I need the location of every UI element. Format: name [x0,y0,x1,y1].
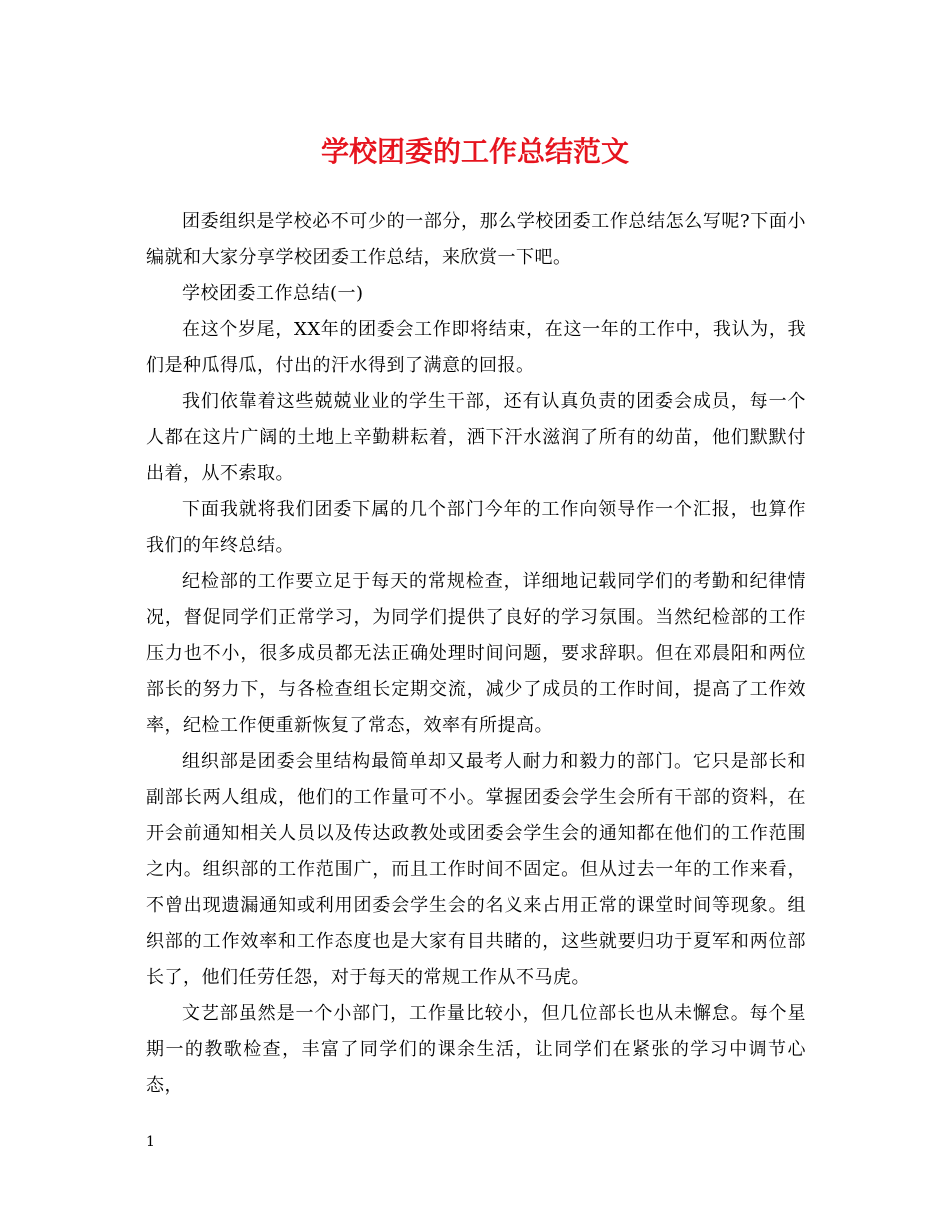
paragraph: 文艺部虽然是一个小部门，工作量比较小，但几位部长也从未懈怠。每个星期一的教歌检查，丰富了同学们的课余生活，让同学们在紧张的学习中调节心态， [146,1003,806,1096]
document-title: 学校团委的工作总结范文 [320,135,629,168]
paragraph: 下面我就将我们团委下属的几个部门今年的工作向领导作一个汇报，也算作我们的年终总结。 [146,499,806,556]
paragraph: 纪检部的工作要立足于每天的常规检查，详细地记载同学们的考勤和纪律情况，督促同学们正常学习，为同学们提供了良好的学习氛围。当然纪检部的工作压力也不小，很多成员都无法正确处理时间问题，要求辞职。但在邓晨阳和两位部长的努力下，与各检查组长定期交流，减少了成员的工作时间，提高了工作效率，纪检工作便重新恢复了常态，效率有所提高。 [146,571,806,736]
paragraph: 组织部是团委会里结构最简单却又最考人耐力和毅力的部门。它只是部长和副部长两人组成，他们的工作量可不小。掌握团委会学生会所有干部的资料，在开会前通知相关人员以及传达政教处或团委会学生会的通知都在他们的工作范围之内。组织部的工作范围广，而且工作时间不固定。但从过去一年的工作来看，不曾出现遗漏通知或利用团委会学生会的名义来占用正常的课堂时间等现象。组织部的工作效率和工作态度也是大家有目共睹的，这些就要归功于夏军和两位部长了，他们任劳任怨，对于每天的常规工作从不马虎。 [146,751,806,988]
paragraph-intro: 团委组织是学校必不可少的一部分，那么学校团委工作总结怎么写呢?下面小编就和大家分享学校团委工作总结，来欣赏一下吧。 [146,211,806,268]
document-body [146,204,806,1104]
page-number: 1 [146,1134,155,1150]
paragraph: 我们依靠着这些兢兢业业的学生干部，还有认真负责的团委会成员，每一个人都在这片广阔的土地上辛勤耕耘着，洒下汗水滋润了所有的幼苗，他们默默付出着，从不索取。 [146,391,806,484]
paragraph: 在这个岁尾，XX年的团委会工作即将结束，在这一年的工作中，我认为，我们是种瓜得瓜，付出的汗水得到了满意的回报。 [146,319,806,376]
section-heading: 学校团委工作总结(一) [182,283,364,304]
